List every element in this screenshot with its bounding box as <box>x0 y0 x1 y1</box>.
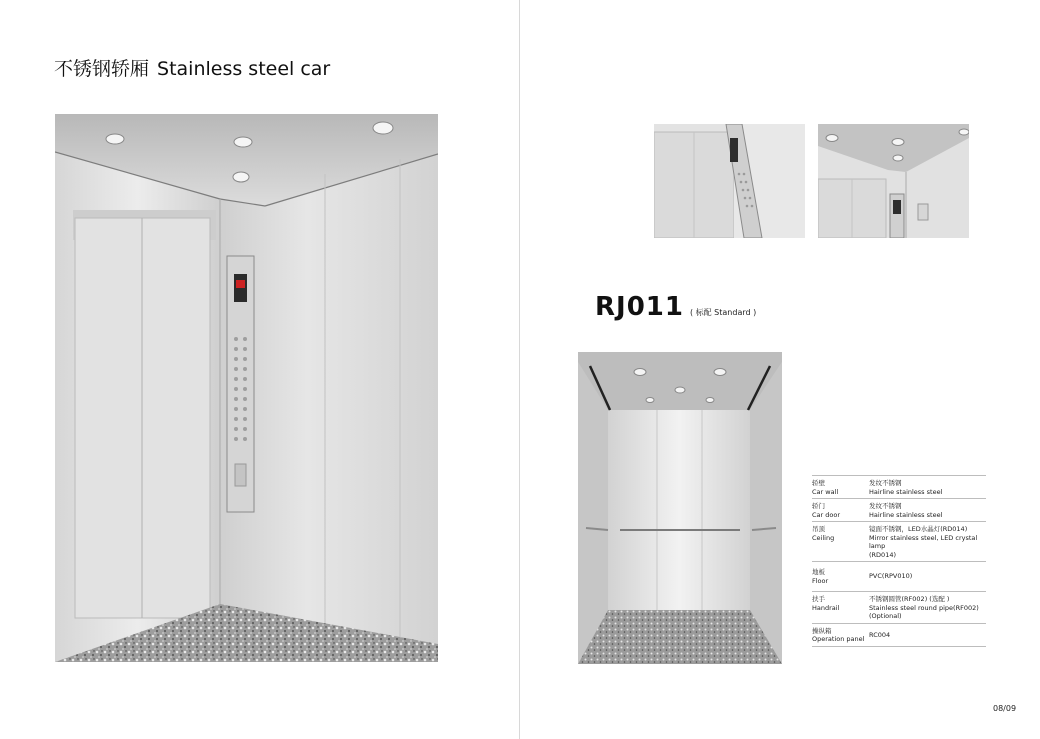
spec-row-car-door <box>812 498 986 521</box>
page-divider <box>519 0 520 739</box>
spec-table <box>812 475 986 647</box>
model-code: RJ011 <box>595 292 684 322</box>
page-title-zh: 不锈钢轿厢 <box>54 58 150 80</box>
detail-photo-panel <box>654 124 805 238</box>
front-car-photo <box>578 352 782 664</box>
page-title-en: Stainless steel car <box>157 58 331 80</box>
spec-key: 操纵箱 Operation panel <box>812 626 865 643</box>
model-heading <box>595 292 756 322</box>
spec-row-car-wall <box>812 475 986 498</box>
spec-row-floor <box>812 561 986 591</box>
spec-key: 轿壁 Car wall <box>812 479 839 496</box>
spec-row-operation-panel <box>812 623 986 647</box>
spec-value: 发纹不锈钢 Hairline stainless steel <box>869 502 943 519</box>
spec-value: RC004 <box>869 630 891 639</box>
spec-key: 吊顶 Ceiling <box>812 525 835 542</box>
spec-value: PVC(RPV010) <box>869 572 913 580</box>
page-number: 08/09 <box>993 704 1017 713</box>
spec-key: 轿门 Car door <box>812 502 841 519</box>
model-standard-label: ( 标配 Standard ) <box>689 308 757 317</box>
spec-row-ceiling <box>812 521 986 561</box>
detail-photo-corner <box>818 124 969 238</box>
spec-value: 不锈钢圆管(RF002) (选配 ) Stainless steel round pipe(RF002) (Optional) <box>869 595 979 620</box>
main-car-photo <box>55 114 438 662</box>
spec-value: 发纹不锈钢 Hairline stainless steel <box>869 479 943 496</box>
spec-value: 镜面不锈钢，LED水晶灯(RD014) Mirror stainless steel, LED crystal lamp (RD014) <box>869 525 978 559</box>
spec-key: 地板 Floor <box>812 568 829 585</box>
spec-key: 扶手 Handrail <box>812 595 840 612</box>
spec-row-handrail <box>812 591 986 623</box>
page-title <box>54 54 330 81</box>
